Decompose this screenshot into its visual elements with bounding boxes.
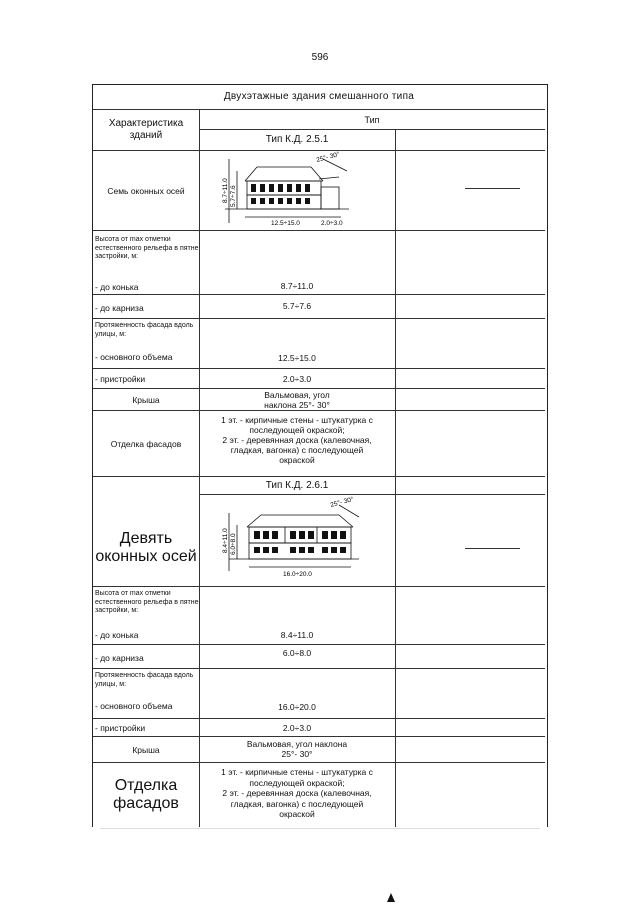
finish-line: последующей окраской; [249,777,345,788]
cornice-label: - до карниза [93,645,199,669]
roof-label: Крыша [93,737,199,763]
empty-cell [395,151,545,231]
empty-cell [395,369,545,389]
cornice-label: - до карниза [93,295,199,319]
empty-cell [395,495,545,587]
table-title: Двухэтажные здания смешанного типа [93,85,545,110]
ridge-label: - до конька [93,625,199,645]
roof-value [199,389,395,411]
building-type-table [92,84,548,827]
drawing-width-main: 16.0÷20.0 [283,571,312,578]
drawing-angle: 25°- 30° [315,151,341,164]
main-volume-label: - основного объема [93,347,199,369]
column-header-type: Тип [199,110,545,130]
dash-mark [465,548,520,549]
drawing-cell [199,495,395,587]
finish-line: последующей окраской; [249,425,345,435]
empty-cell [395,389,545,411]
drawing-cell [199,151,395,231]
empty-cell [395,411,545,477]
cornice-value: 6.0÷8.0 [199,645,395,669]
height-heading: Высота от max отметки естественного рельефа в пятне застройки, м: [95,236,199,260]
roof-value [199,737,395,763]
column-header-characteristic: Характеристика зданий [93,110,199,151]
empty-cell [395,275,545,295]
height-heading: Высота от max отметки естественного рельефа в пятне застройки, м: [95,590,199,614]
empty-cell [395,645,545,669]
finish-label: Отделка фасадов [113,777,179,812]
drawing-width-extension: 2.0÷3.0 [321,220,343,227]
finish-line: окраской [279,455,315,465]
drawing-height-total: 8.7÷11.0 [222,178,229,203]
finish-line: 1 эт. - кирпичные стены - штукатурка с [221,415,373,425]
empty-cell [395,697,545,719]
type-label: Тип К.Д. 2.6.1 [199,477,395,495]
empty-cell [199,231,545,275]
extension-label: - пристройки [93,719,199,737]
drawing-height-cornice: 6.0÷8.0 [230,533,237,555]
extension-value: 2.0÷3.0 [199,369,395,389]
empty-cell [395,625,545,645]
ridge-label: - до конька [93,275,199,295]
finish-line: гладкая, вагонка) с последующей [230,798,364,809]
building-elevation-drawing [199,151,395,231]
scan-mark [387,893,395,902]
empty-cell [395,347,545,369]
building-elevation-drawing [199,495,395,587]
axes-label: Семь оконных осей [107,186,185,196]
cornice-value: 5.7÷7.6 [199,295,395,319]
finish-line: 1 эт. - кирпичные стены - штукатурка с [221,767,373,777]
drawing-height-cornice: 5.7÷7.6 [230,185,237,207]
roof-line-2: 25°- 30° [281,749,313,759]
finish-line: окраской [279,809,315,819]
drawing-height-total: 8.4÷11.0 [222,528,229,553]
main-volume-value: 12.5÷15.0 [199,347,395,369]
main-volume-value: 16.0÷20.0 [199,697,395,719]
empty-cell [395,295,545,319]
finish-label: Отделка фасадов [93,411,199,477]
extension-value: 2.0÷3.0 [199,719,395,737]
page-number: 596 [311,52,329,63]
ridge-value: 8.7÷11.0 [199,275,395,295]
empty-cell [395,130,545,151]
empty-cell [93,477,199,495]
empty-cell [395,737,545,763]
empty-cell [199,587,545,625]
empty-cell [395,719,545,737]
axes-label: Девять оконных осей [95,530,197,565]
facade-heading: Протяженность фасада вдоль улицы, м: [95,672,194,688]
drawing-angle: 25°- 30° [329,496,355,509]
extension-label: - пристройки [93,369,199,389]
empty-cell [395,477,545,495]
finish-line: гладкая, вагонка) с последующей [230,445,364,455]
finish-value [199,763,395,827]
roof-line-1: Вальмовая, угол [264,390,330,400]
finish-line: 2 эт. - деревянная доска (калевочная, [222,788,372,798]
finish-line: 2 эт. - деревянная доска (калевочная, [222,435,372,445]
empty-cell [199,669,545,697]
finish-value [199,411,395,477]
facade-heading: Протяженность фасада вдоль улицы, м: [95,322,194,338]
dash-mark [465,188,520,189]
roof-label: Крыша [93,389,199,411]
ridge-value: 8.4÷11.0 [199,625,395,645]
main-volume-label: - основного объема [93,697,199,719]
empty-cell [199,319,545,347]
roof-line-2: наклона 25°- 30° [264,400,330,410]
roof-line-1: Вальмовая, угол наклона [246,739,348,749]
scan-line [100,828,540,829]
type-label: Тип К.Д. 2.5.1 [199,130,395,151]
drawing-width-main: 12.5÷15.0 [271,220,300,227]
